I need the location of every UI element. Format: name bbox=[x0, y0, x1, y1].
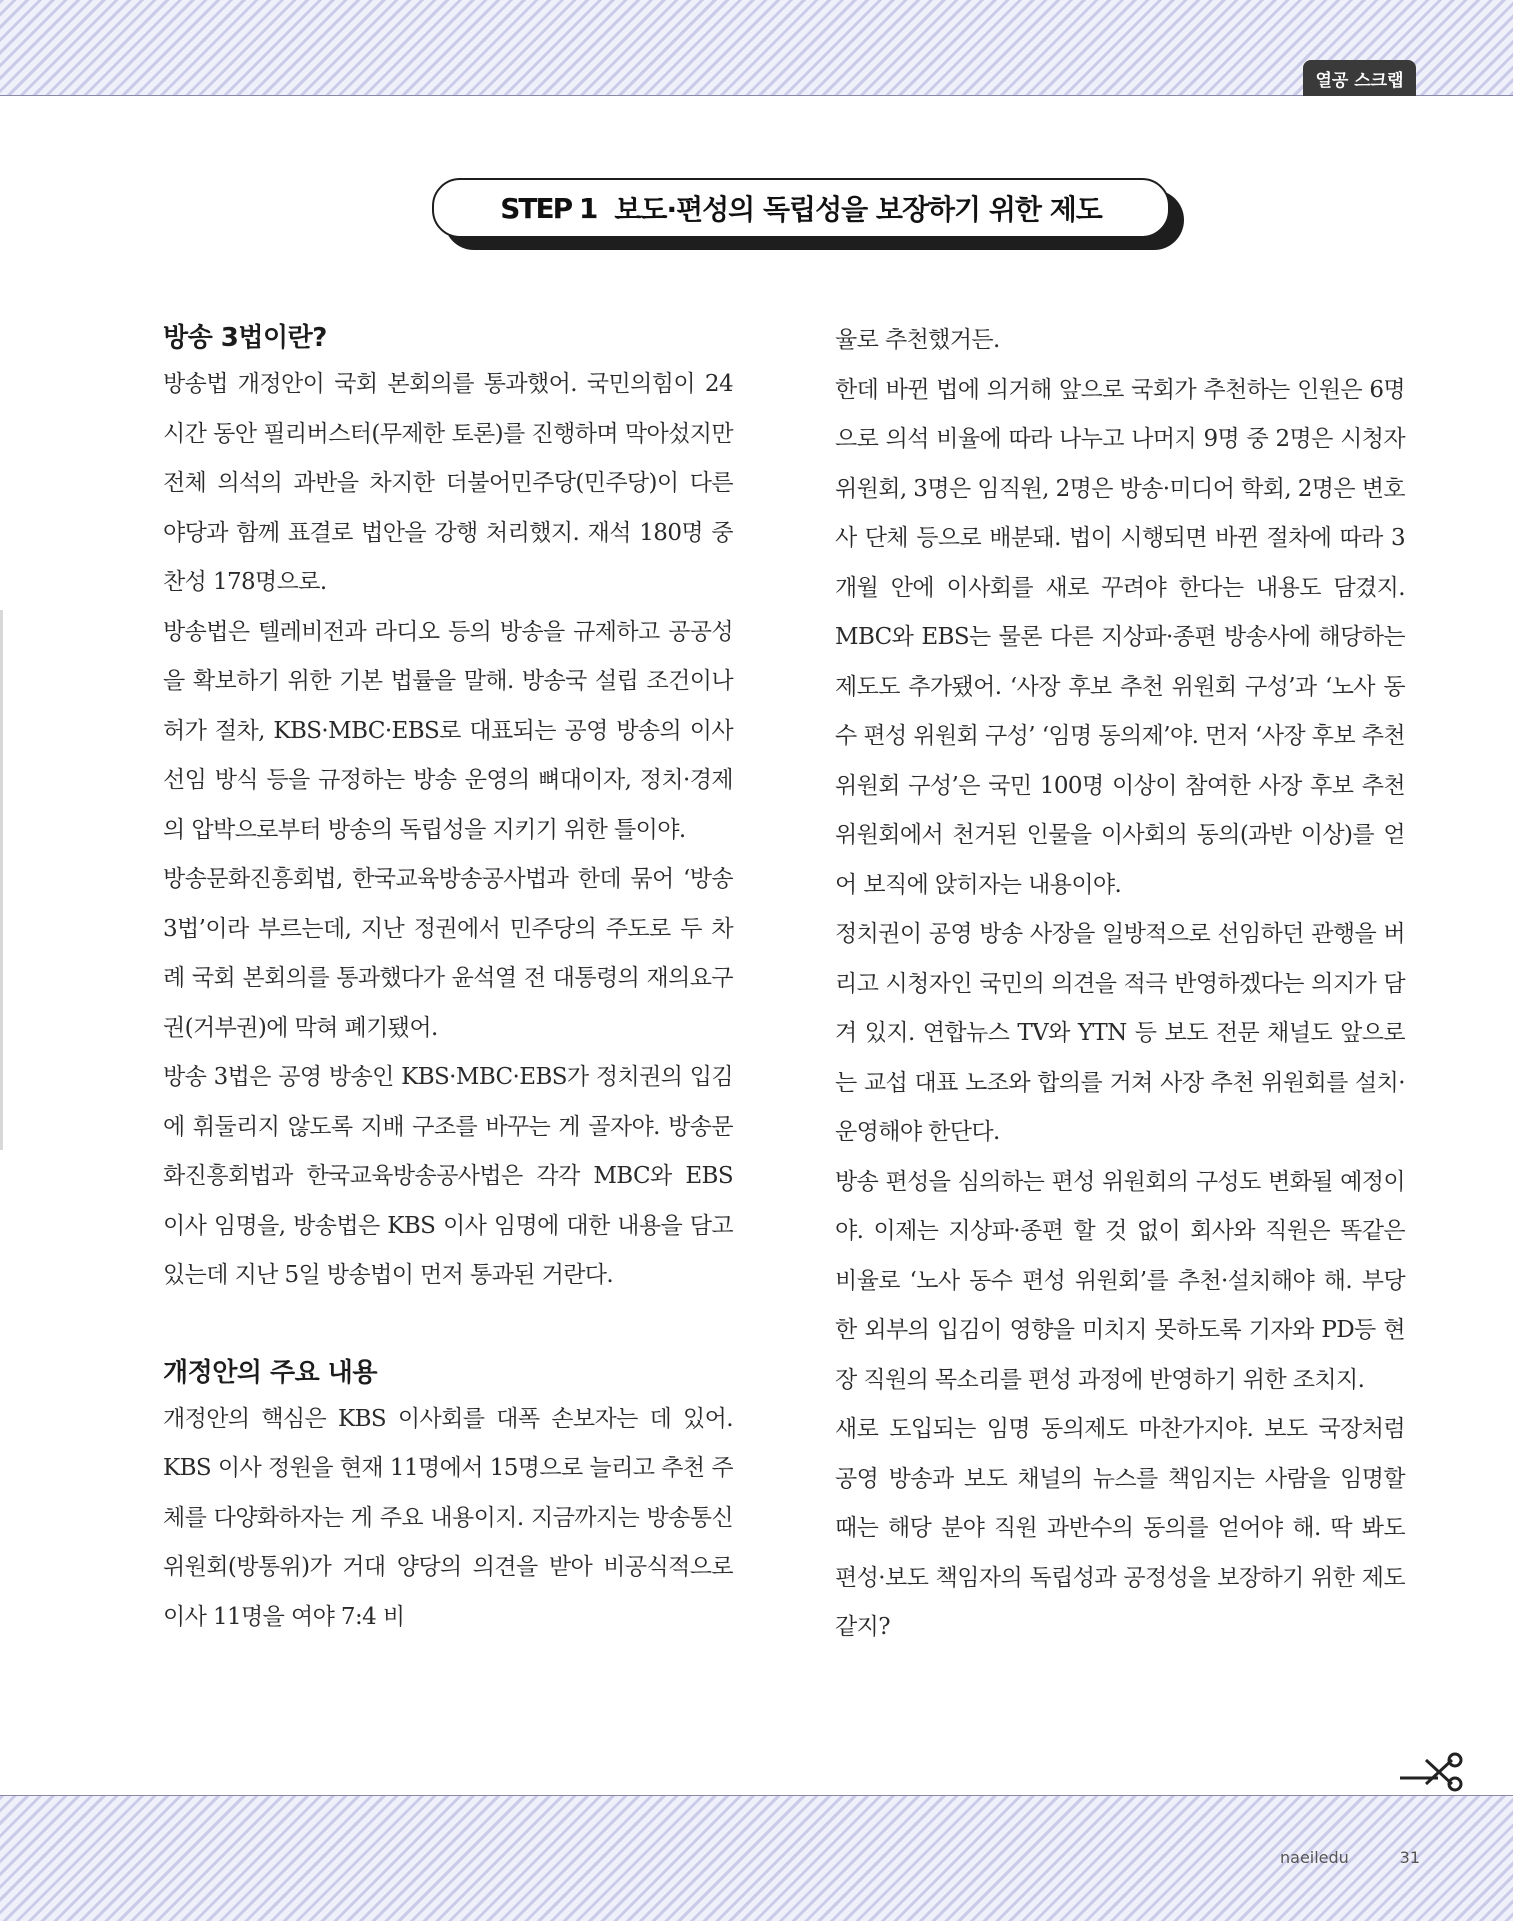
scissors-icon bbox=[1398, 1752, 1464, 1792]
page-footer bbox=[1280, 1848, 1420, 1867]
paragraph: 정치권이 공영 방송 사장을 일방적으로 선임하던 관행을 버리고 시청자인 국민의 의견을 적극 반영하겠다는 의지가 담겨 있지. 연합뉴스 TV와 YTN 등 보도 전문 채널도 앞으로는 교섭 대표 노조와 합의를 거쳐 사장 추천 위원회를 설치·운영해야 한단다. bbox=[835, 921, 1405, 1145]
paragraph: 한데 바뀐 법에 의거해 앞으로 국회가 추천하는 인원은 6명으로 의석 비율에 따라 나누고 나머지 9명 중 2명은 시청자위원회, 3명은 임직원, 2명은 방송·미디어 학회, 2명은 변호사 단체 등으로 배분돼. 법이 시행되면 바뀐 절차에 따라 3개월 안에 이사회를 새로 꾸려야 한다는 내용도 담겼지. MBC와 EBS는 물론 다른 지상파·종편 방송사에 해당하는 제도도 추가됐어. ‘사장 후보 추천 위원회 구성’과 ‘노사 동수 편성 위원회 구성’ ‘임명 동의제’야. 먼저 ‘사장 후보 추천 위원회 구성’은 국민 100명 이상이 참여한 사장 후보 추천 위원회에서 천거된 인물을 이사회의 동의(과반 이상)를 얻어 보직에 앉히자는 내용이야. bbox=[835, 376, 1405, 898]
step-label: STEP 1 bbox=[500, 191, 597, 225]
page-edge-mark bbox=[0, 610, 3, 1150]
step-title: 보도·편성의 독립성을 보장하기 위한 제도 bbox=[614, 193, 1102, 226]
page-number: 31 bbox=[1399, 1848, 1420, 1867]
paragraph: 새로 도입되는 임명 동의제도 마찬가지야. 보도 국장처럼 공영 방송과 보도 채널의 뉴스를 책임지는 사람을 임명할 때는 해당 분야 직원 과반수의 동의를 얻어야 해. 딱 봐도 편성·보도 책임자의 독립성과 공정성을 보장하기 위한 제도 같지? bbox=[835, 1416, 1405, 1640]
paragraph: 방송법은 텔레비전과 라디오 등의 방송을 규제하고 공공성을 확보하기 위한 기본 법률을 말해. 방송국 설립 조건이나 허가 절차, KBS·MBC·EBS로 대표되는 공영 방송의 이사 선임 방식 등을 규정하는 방송 운영의 뼈대이자, 정치·경제의 압박으로부터 방송의 독립성을 지키기 위한 틀이야. bbox=[163, 618, 733, 843]
paragraph: 방송 3법은 공영 방송인 KBS·MBC·EBS가 정치권의 입김에 휘둘리지 않도록 지배 구조를 바꾸는 게 골자야. 방송문화진흥회법과 한국교육방송공사법은 각각 MBC와 EBS 이사 임명을, 방송법은 KBS 이사 임명에 대한 내용을 담고 있는데 지난 5일 방송법이 먼저 통과된 거란다. bbox=[163, 1064, 733, 1288]
left-column bbox=[163, 316, 733, 1642]
step-banner bbox=[432, 178, 1184, 252]
paragraph: 율로 추천했거든. bbox=[835, 327, 1000, 353]
section-gap bbox=[163, 1301, 733, 1351]
paragraph: 방송 편성을 심의하는 편성 위원회의 구성도 변화될 예정이야. 이제는 지상파·종편 할 것 없이 회사와 직원은 똑같은 비율로 ‘노사 동수 편성 위원회’를 추천·설치해야 해. 부당한 외부의 입김이 영향을 미치지 못하도록 기자와 PD등 현장 직원의 목소리를 편성 과정에 반영하기 위한 조치지. bbox=[835, 1168, 1405, 1393]
right-column bbox=[835, 316, 1405, 1653]
paragraph: 개정안의 핵심은 KBS 이사회를 대폭 손보자는 데 있어. KBS 이사 정원을 현재 11명에서 15명으로 늘리고 추천 주체를 다양화하자는 게 주요 내용이지. 지금까지는 방송통신위원회(방통위)가 거대 양당의 의견을 받아 비공식적으로 이사 11명을 여야 7:4 비 bbox=[163, 1405, 733, 1630]
footer-brand: naeiledu bbox=[1280, 1848, 1349, 1867]
top-stripe-band bbox=[0, 0, 1513, 96]
section-tag: 열공 스크랩 bbox=[1303, 60, 1416, 96]
section-heading: 개정안의 주요 내용 bbox=[163, 1357, 378, 1388]
section-heading: 방송 3법이란? bbox=[163, 323, 327, 353]
step-banner-box bbox=[432, 178, 1170, 238]
paragraph: 방송법 개정안이 국회 본회의를 통과했어. 국민의힘이 24시간 동안 필리버스터(무제한 토론)를 진행하며 막아섰지만 전체 의석의 과반을 차지한 더불어민주당(민주당)이 다른 야당과 함께 표결로 법안을 강행 처리했지. 재석 180명 중 찬성 178명으로. bbox=[163, 371, 733, 595]
paragraph: 방송문화진흥회법, 한국교육방송공사법과 한데 묶어 ‘방송 3법’이라 부르는데, 지난 정권에서 민주당의 주도로 두 차례 국회 본회의를 통과했다가 윤석열 전 대통령의 재의요구권(거부권)에 막혀 폐기됐어. bbox=[163, 866, 733, 1041]
